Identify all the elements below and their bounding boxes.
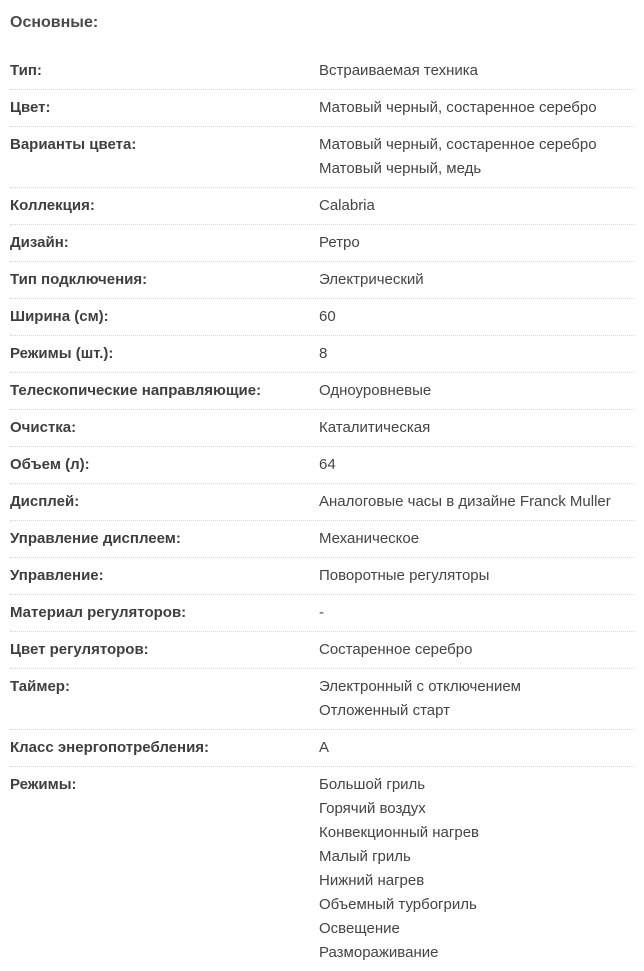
spec-value: Конвекционный нагрев <box>319 824 480 841</box>
spec-row <box>10 525 634 558</box>
spec-value: Аналоговые часы в дизайне Franck Muller <box>319 493 611 510</box>
spec-row <box>10 414 634 447</box>
spec-value: Одноуровневые <box>319 382 432 399</box>
spec-row <box>10 57 634 90</box>
spec-row <box>10 771 634 971</box>
spec-value: 64 <box>319 456 336 473</box>
spec-row <box>10 377 634 410</box>
spec-row <box>10 229 634 262</box>
spec-values <box>319 564 634 588</box>
spec-value: A <box>319 739 330 756</box>
spec-value: Электронный с отключением <box>319 678 521 695</box>
spec-label: Объем (л): <box>10 456 90 473</box>
spec-values <box>319 527 634 551</box>
spec-value: 8 <box>319 345 328 362</box>
spec-values <box>319 342 634 366</box>
spec-label: Телескопические направляющие: <box>10 382 262 399</box>
spec-row <box>10 734 634 767</box>
spec-values <box>319 675 634 723</box>
spec-value: Состаренное серебро <box>319 641 473 658</box>
spec-row <box>10 562 634 595</box>
section-title: Основные: <box>10 14 99 31</box>
spec-value: Освещение <box>319 920 400 937</box>
spec-value: Электрический <box>319 271 424 288</box>
spec-label: Коллекция: <box>10 197 95 214</box>
spec-label: Управление дисплеем: <box>10 530 181 547</box>
spec-value: Встраиваемая техника <box>319 62 478 79</box>
spec-value: Объемный турбогриль <box>319 896 477 913</box>
spec-value: Поворотные регуляторы <box>319 567 490 584</box>
spec-label: Управление: <box>10 567 104 584</box>
spec-list <box>10 57 634 971</box>
spec-row <box>10 673 634 730</box>
spec-row <box>10 266 634 299</box>
spec-value: Механическое <box>319 530 420 547</box>
spec-row <box>10 599 634 632</box>
spec-row <box>10 340 634 373</box>
spec-label: Ширина (см): <box>10 308 109 325</box>
spec-values <box>319 231 634 255</box>
spec-values <box>319 416 634 440</box>
spec-values <box>319 133 634 181</box>
spec-row <box>10 94 634 127</box>
spec-value: - <box>319 604 324 621</box>
spec-label: Тип подключения: <box>10 271 148 288</box>
spec-value: Матовый черный, медь <box>319 160 482 177</box>
spec-value: Размораживание <box>319 944 439 961</box>
spec-value: Большой гриль <box>319 776 426 793</box>
spec-value: Горячий воздух <box>319 800 426 817</box>
spec-values <box>319 305 634 329</box>
spec-values <box>319 379 634 403</box>
spec-values <box>319 194 634 218</box>
spec-label: Таймер: <box>10 678 70 695</box>
spec-values <box>319 736 634 760</box>
spec-values <box>319 96 634 120</box>
spec-row <box>10 488 634 521</box>
spec-values <box>319 601 634 625</box>
spec-row <box>10 451 634 484</box>
spec-label: Режимы (шт.): <box>10 345 114 362</box>
spec-values <box>319 59 634 83</box>
spec-value: Ретро <box>319 234 360 251</box>
spec-value: Calabria <box>319 197 375 214</box>
spec-label: Тип: <box>10 62 42 79</box>
spec-values <box>319 490 634 514</box>
spec-label: Класс энергопотребления: <box>10 739 210 756</box>
spec-label: Очистка: <box>10 419 77 436</box>
spec-label: Дисплей: <box>10 493 80 510</box>
spec-value: 60 <box>319 308 336 325</box>
spec-value: Каталитическая <box>319 419 431 436</box>
spec-label: Дизайн: <box>10 234 69 251</box>
spec-values <box>319 638 634 662</box>
spec-value: Матовый черный, состаренное серебро <box>319 99 597 116</box>
spec-value: Матовый черный, состаренное серебро <box>319 136 597 153</box>
spec-values <box>319 773 634 965</box>
spec-label: Цвет регуляторов: <box>10 641 149 658</box>
spec-label: Режимы: <box>10 776 77 793</box>
spec-value: Малый гриль <box>319 848 411 865</box>
spec-values <box>319 268 634 292</box>
spec-row <box>10 192 634 225</box>
spec-row <box>10 131 634 188</box>
spec-row <box>10 303 634 336</box>
spec-label: Варианты цвета: <box>10 136 137 153</box>
spec-label: Цвет: <box>10 99 51 116</box>
spec-value: Нижний нагрев <box>319 872 425 889</box>
spec-row <box>10 636 634 669</box>
spec-values <box>319 453 634 477</box>
spec-label: Материал регуляторов: <box>10 604 187 621</box>
spec-value: Отложенный старт <box>319 702 451 719</box>
